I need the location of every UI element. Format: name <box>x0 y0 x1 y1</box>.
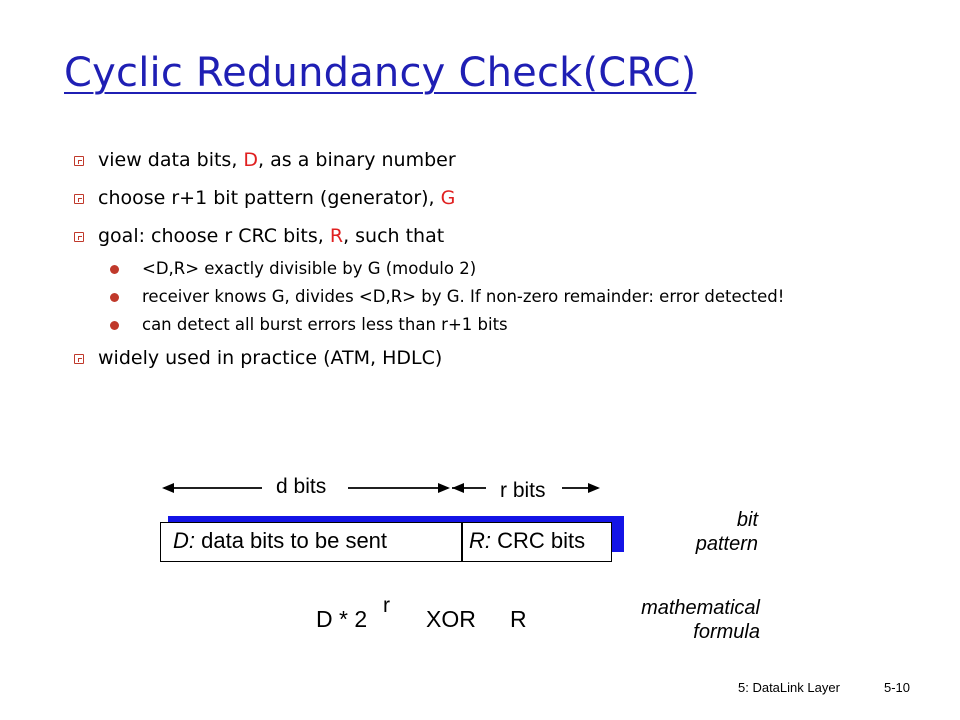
square-bullet-icon <box>74 194 84 204</box>
bullet-list <box>60 148 842 384</box>
bullet-text: view data bits, <box>98 149 244 171</box>
sub-bullet-item <box>60 314 842 336</box>
formula-base: D * 2 <box>316 606 368 632</box>
bullet-item <box>60 186 842 210</box>
sub-bullet-text: <D,R> exactly divisible by G (modulo 2) <box>142 259 477 278</box>
d-bits-label: d bits <box>276 475 327 498</box>
highlight-text: R <box>329 225 344 247</box>
round-bullet-icon <box>110 321 119 330</box>
bullet-item <box>60 224 842 248</box>
bit-pattern-caption <box>620 508 758 556</box>
caption-line: pattern <box>695 533 758 555</box>
crc-field-prefix: R: <box>469 528 491 553</box>
caption-line: bit <box>736 509 758 531</box>
crc-field <box>469 528 585 554</box>
crc-field-text: CRC bits <box>497 528 586 553</box>
arrow-head-icon <box>452 483 464 493</box>
highlight-text: G <box>440 187 456 209</box>
footer-page-number: 5-10 <box>884 680 911 695</box>
bullet-text: choose r+1 bit pattern (generator), <box>98 187 441 209</box>
data-field-text: data bits to be sent <box>201 528 388 553</box>
bullet-item <box>60 148 842 172</box>
sub-bullet-item <box>60 286 842 308</box>
formula-r: R <box>510 606 527 632</box>
arrow-head-icon <box>438 483 450 493</box>
footer-chapter: 5: DataLink Layer <box>738 680 840 695</box>
bullet-item <box>60 346 842 370</box>
square-bullet-icon <box>74 354 84 364</box>
bullet-text: widely used in practice (ATM, HDLC) <box>98 347 443 369</box>
arrow-head-icon <box>162 483 174 493</box>
round-bullet-icon <box>110 265 119 274</box>
caption-line: mathematical <box>641 597 760 619</box>
r-bits-label: r bits <box>500 479 546 502</box>
sub-bullet-text: can detect all burst errors less than r+1 bits <box>142 315 508 334</box>
round-bullet-icon <box>110 293 119 302</box>
bit-pattern-box <box>160 522 612 562</box>
formula-operator: XOR <box>426 606 476 632</box>
crc-formula <box>316 606 367 633</box>
field-divider <box>461 523 463 561</box>
bullet-text: , such that <box>343 225 445 247</box>
arrow-head-icon <box>588 483 600 493</box>
page-title: Cyclic Redundancy Check(CRC) <box>64 50 697 96</box>
square-bullet-icon <box>74 156 84 166</box>
formula-exponent: r <box>383 594 390 617</box>
bullet-text: goal: choose r CRC bits, <box>98 225 330 247</box>
highlight-text: D <box>243 149 259 171</box>
bullet-text: , as a binary number <box>258 149 456 171</box>
crc-diagram <box>150 470 790 670</box>
sub-bullet-text: receiver knows G, divides <D,R> by G. If non-zero remainder: error detected! <box>142 287 785 306</box>
data-field-prefix: D: <box>173 528 195 553</box>
data-field <box>173 528 387 554</box>
sub-bullet-item <box>60 258 842 280</box>
square-bullet-icon <box>74 232 84 242</box>
formula-caption <box>580 596 760 644</box>
caption-line: formula <box>693 621 760 643</box>
